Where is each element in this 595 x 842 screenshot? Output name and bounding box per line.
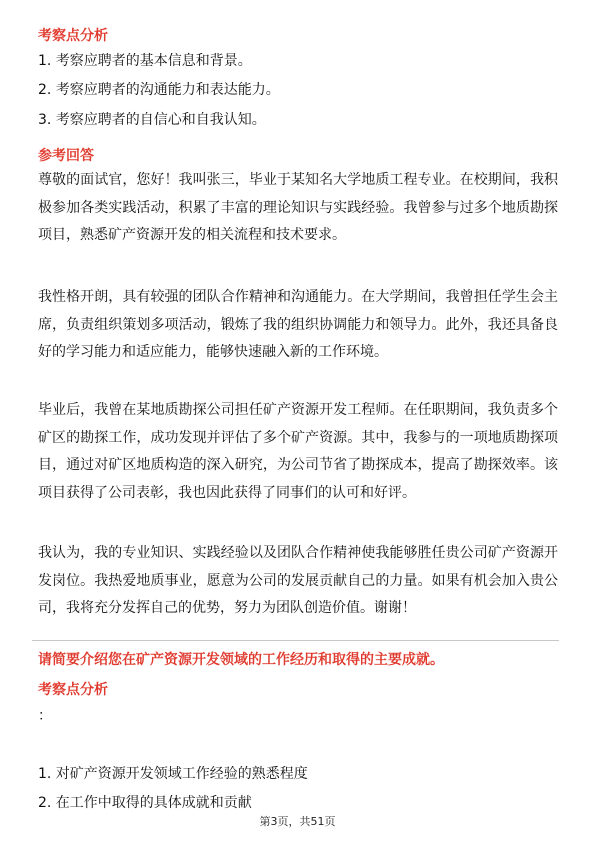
analysis-point: 1. 考察应聘者的基本信息和背景。 [38, 53, 252, 69]
answer-paragraph: 我认为，我的专业知识、实践经验以及团队合作精神使我能够胜任贵公司矿产资源开发岗位。我热爱地质事业，愿意为公司的发展贡献自己的力量。如果有机会加入贵公司，我将充分发挥自己的优势，努力为团队创造价值。谢谢！ [38, 545, 558, 616]
answer-paragraph: 我性格开朗，具有较强的团队合作精神和沟通能力。在大学期间，我曾担任学生会主席，负责组织策划多项活动，锻炼了我的组织协调能力和领导力。此外，我还具备良好的学习能力和适应能力，能够快速融入新的工作环境。 [38, 289, 558, 360]
interview-question: 请简要介绍您在矿产资源开发领域的工作经历和取得的主要成就。 [38, 652, 444, 668]
page-number: 第3页，共51页 [259, 815, 336, 828]
analysis-point: 3. 考察应聘者的自信心和自我认知。 [38, 112, 266, 128]
analysis-colon: ： [38, 708, 52, 724]
analysis-point: 2. 考察应聘者的沟通能力和表达能力。 [38, 82, 280, 98]
analysis-heading: 考察点分析 [38, 682, 108, 698]
analysis-heading: 考察点分析 [38, 28, 108, 44]
answer-heading: 参考回答 [38, 148, 94, 164]
analysis-point: 1. 对矿产资源开发领域工作经验的熟悉程度 [38, 766, 308, 782]
answer-paragraph: 尊敬的面试官，您好！我叫张三，毕业于某知名大学地质工程专业。在校期间，我积极参加各类实践活动，积累了丰富的理论知识与实践经验。我曾参与过多个地质勘探项目，熟悉矿产资源开发的相关流程和技术要求。 [38, 172, 558, 243]
analysis-point: 2. 在工作中取得的具体成就和贡献 [38, 795, 252, 811]
answer-paragraph: 毕业后，我曾在某地质勘探公司担任矿产资源开发工程师。在任职期间，我负责多个矿区的勘探工作，成功发现并评估了多个矿产资源。其中，我参与的一项地质勘探项目，通过对矿区地质构造的深入研究，为公司节省了勘探成本，提高了勘探效率。该项目获得了公司表彰，我也因此获得了同事们的认可和好评。 [38, 402, 558, 501]
section-divider [32, 640, 559, 641]
